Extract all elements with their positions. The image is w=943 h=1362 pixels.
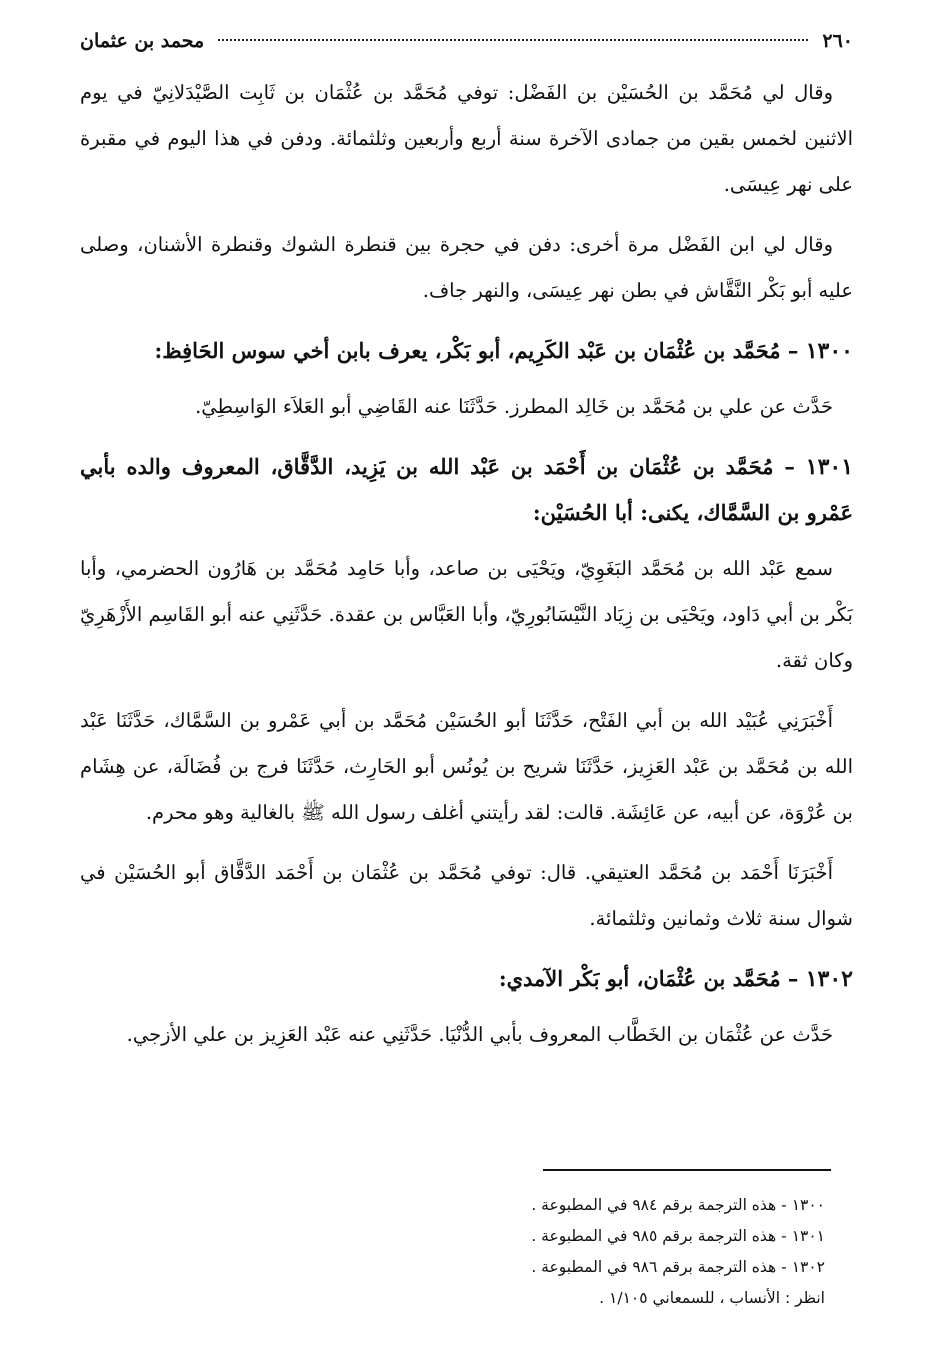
paragraph: وقال لي مُحَمَّد بن الحُسَيْن بن الفَضْل: توفي مُحَمَّد بن عُثْمَان بن ثَابِت الصَّيْدَلانِيّ في يوم الاثنين لخمس بقين من جمادى الآخرة سنة أربع وأربعين وثلثمائة. ودفن في هذا اليوم في مقبرة على نهر عِيسَى. (80, 81, 853, 196)
page-number: ٢٦٠ (822, 30, 853, 52)
paragraph: حَدَّث عن عُثْمَان بن الخَطَّاب المعروف بأبي الدُّنْيَا. حَدَّثَنِي عنه عَبْد العَزِيز بن علي الأزجي. (126, 1023, 833, 1046)
footnotes (405, 1190, 825, 1314)
entry-number: ١٣٠١ (805, 454, 854, 480)
page-body (80, 70, 853, 1072)
paragraph: سمع عَبْد الله بن مُحَمَّد البَغَوِيّ، ويَحْيَى بن صاعد، وأبا حَامِد مُحَمَّد بن هَارُون الحضرمي، وأبا بَكْر بن أبي دَاود، ويَحْيَى بن زِيَاد النَّيْسَابُورِيّ، وأبا العَبَّاس بن عقدة. حَدَّثَنِي عنه أبو القَاسِم الأَزْهَرِيّ وكان ثقة. (80, 557, 853, 672)
entry-number: ١٣٠٢ (805, 966, 853, 992)
paragraph: وقال لي ابن الفَضْل مرة أخرى: دفن في حجرة بين قنطرة الشوك وقنطرة الأشنان، وصلى عليه أبو بَكْر النَّقَّاش في بطن نهر عِيسَى، والنهر جاف. (80, 233, 853, 302)
running-title: محمد بن عثمان (80, 30, 205, 52)
entry-dash: – (773, 454, 795, 479)
entry-heading (80, 328, 853, 374)
footnote: ١٣٠٠ - هذه الترجمة برقم ٩٨٤ في المطبوعة . (531, 1196, 825, 1214)
footnote: انظر : الأنساب ، للسمعاني ١/١٠٥ . (599, 1289, 825, 1307)
entry-heading (80, 444, 853, 536)
footnote: ١٣٠١ - هذه الترجمة برقم ٩٨٥ في المطبوعة . (531, 1227, 825, 1245)
footnote-separator (543, 1169, 831, 1171)
paragraph: حَدَّث عن علي بن مُحَمَّد بن خَالِد المطرز. حَدَّثَنَا عنه القَاضِي أبو العَلاَء الوَاسِطِيّ. (195, 395, 833, 418)
entry-title: مُحَمَّد بن عُثْمَان بن أَحْمَد بن عَبْد الله بن يَزِيد، الدَّقَّاق، المعروف والده بأبي عَمْرو بن السَّمَّاك، يكنى: أبا الحُسَيْن: (80, 454, 853, 525)
footnote: ١٣٠٢ - هذه الترجمة برقم ٩٨٦ في المطبوعة . (531, 1258, 825, 1276)
entry-title: مُحَمَّد بن عُثْمَان، أبو بَكْر الآمدي: (498, 966, 781, 991)
entry-dash: – (780, 338, 799, 363)
paragraph: أَخْبَرَنَا أَحْمَد بن مُحَمَّد العتيقي. قال: توفي مُحَمَّد بن عُثْمَان بن أَحْمَد الدَّقَّاق أبو الحُسَيْن في شوال سنة ثلاث وثمانين وثلثمائة. (80, 861, 853, 930)
entry-number: ١٣٠٠ (805, 338, 853, 364)
entry-dash: – (780, 966, 799, 991)
header-dotted-leader (218, 39, 808, 41)
entry-heading (80, 956, 853, 1002)
entry-title: مُحَمَّد بن عُثْمَان بن عَبْد الكَرِيم، أبو بَكْر، يعرف بابن أخي سوس الحَافِظ: (154, 338, 781, 363)
paragraph: أَخْبَرَنِي عُبَيْد الله بن أبي الفَتْح، حَدَّثَنَا أبو الحُسَيْن مُحَمَّد بن أبي عَمْرو بن السَّمَّاك، حَدَّثَنَا عَبْد الله بن مُحَمَّد بن عَبْد العَزِيز، حَدَّثَنَا شريح بن يُونُس أبو الحَارِث، حَدَّثَنَا فرج بن فُضَالَة، عن هِشَام بن عُرْوَة، عن أبيه، عن عَائِشَة. قالت: لقد رأيتني أغلف رسول الله ﷺ بالغالية وهو محرم. (80, 709, 853, 824)
page-header (80, 30, 853, 64)
